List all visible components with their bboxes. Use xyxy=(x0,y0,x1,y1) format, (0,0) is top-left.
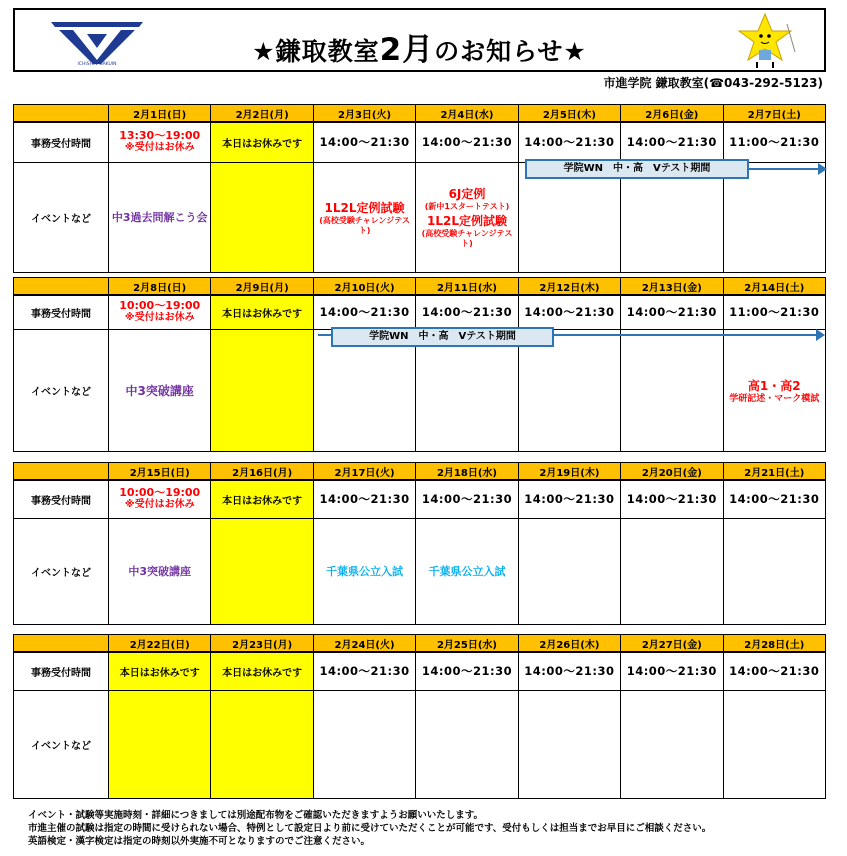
events-row xyxy=(14,518,826,624)
star-mascot-icon xyxy=(735,12,799,70)
date-cell: 2月13日(金) xyxy=(621,278,723,296)
hours-row xyxy=(14,295,826,329)
hours-cell: 14:00～21:30 xyxy=(518,480,620,518)
date-cell: 2月28日(土) xyxy=(723,635,825,653)
week-3-table xyxy=(13,462,826,625)
date-cell: 2月14日(土) xyxy=(723,278,825,296)
event-cell xyxy=(416,329,518,451)
event-cell: 中3突破講座 xyxy=(109,329,211,451)
hours-cell: 14:00～21:30 xyxy=(518,652,620,690)
event-cell: 中3突破講座 xyxy=(109,518,211,624)
corner-cell xyxy=(14,105,109,123)
svg-text:ICHISHIN GAKUIN: ICHISHIN GAKUIN xyxy=(77,62,117,66)
hours-cell: 14:00～21:30 xyxy=(723,480,825,518)
hours-cell: 10:00～19:00 ※受付はお休み xyxy=(109,295,211,329)
hours-cell: 10:00～19:00 ※受付はお休み xyxy=(109,480,211,518)
week-2-table xyxy=(13,277,826,452)
hours-label: 事務受付時間 xyxy=(14,652,109,690)
hours-cell: 14:00～21:30 xyxy=(518,122,620,162)
date-cell: 2月16日(月) xyxy=(211,463,313,481)
event-cell xyxy=(518,690,620,798)
hours-cell: 11:00～21:30 xyxy=(723,122,825,162)
note-line: 市進主催の試験は指定の時間に受けられない場合、特例として設定日より前に受けていただくことが可能です、受付もしくは担当までお早目にご相談ください。 xyxy=(28,823,712,834)
event-cell xyxy=(313,690,415,798)
week-1-table xyxy=(13,104,826,273)
week-4-table xyxy=(13,634,826,799)
footer-notes xyxy=(28,809,711,848)
hours-label: 事務受付時間 xyxy=(14,122,109,162)
event-cell xyxy=(723,518,825,624)
date-cell: 2月23日(月) xyxy=(211,635,313,653)
event-cell xyxy=(416,690,518,798)
hours-label: 事務受付時間 xyxy=(14,295,109,329)
events-row xyxy=(14,690,826,798)
date-cell: 2月21日(土) xyxy=(723,463,825,481)
event-cell: 1L2L定例試験 (高校受験チャレンジテスト) xyxy=(313,162,415,272)
events-label: イベントなど xyxy=(14,162,109,272)
date-header-row xyxy=(14,278,826,296)
hours-cell: 14:00～21:30 xyxy=(313,652,415,690)
date-cell: 2月9日(月) xyxy=(211,278,313,296)
page-title: ★鎌取教室2月のお知らせ★ xyxy=(252,32,587,68)
event-cell: 千葉県公立入試 xyxy=(416,518,518,624)
hours-cell: 14:00～21:30 xyxy=(416,480,518,518)
date-cell: 2月3日(火) xyxy=(313,105,415,123)
date-cell: 2月19日(木) xyxy=(518,463,620,481)
test-period-banner: 学院WN 中・高 Vテスト期間 xyxy=(525,159,749,179)
closed-cell: 本日はお休みです xyxy=(211,295,313,329)
date-cell: 2月20日(金) xyxy=(621,463,723,481)
hours-label: 事務受付時間 xyxy=(14,480,109,518)
date-cell: 2月15日(日) xyxy=(109,463,211,481)
date-cell: 2月2日(月) xyxy=(211,105,313,123)
hours-cell: 14:00～21:30 xyxy=(621,480,723,518)
closed-cell: 本日はお休みです xyxy=(211,652,313,690)
event-cell: 高1・高2 学研記述・マーク模試 xyxy=(723,329,825,451)
event-cell xyxy=(621,329,723,451)
date-cell: 2月25日(水) xyxy=(416,635,518,653)
closed-cell xyxy=(211,329,313,451)
hours-cell: 14:00～21:30 xyxy=(621,652,723,690)
test-period-banner: 学院WN 中・高 Vテスト期間 xyxy=(331,327,554,347)
date-cell: 2月11日(水) xyxy=(416,278,518,296)
hours-cell: 14:00～21:30 xyxy=(621,122,723,162)
date-cell: 2月24日(火) xyxy=(313,635,415,653)
test-period-arrow-line xyxy=(318,334,332,336)
corner-cell xyxy=(14,463,109,481)
note-line: 英語検定・漢字検定は指定の時刻以外実施不可となりますのでご注意ください。 xyxy=(28,836,371,847)
hours-cell: 14:00～21:30 xyxy=(518,295,620,329)
note-line: イベント・試験等実施時刻・詳細につきましては別途配布物をご確認いただきますようお願いいたします。 xyxy=(28,810,484,821)
closed-cell: 本日はお休みです xyxy=(211,480,313,518)
date-cell: 2月22日(日) xyxy=(109,635,211,653)
event-cell: 千葉県公立入試 xyxy=(313,518,415,624)
date-cell: 2月12日(木) xyxy=(518,278,620,296)
hours-row xyxy=(14,480,826,518)
date-cell: 2月7日(土) xyxy=(723,105,825,123)
date-cell: 2月17日(火) xyxy=(313,463,415,481)
corner-cell xyxy=(14,278,109,296)
event-cell xyxy=(518,518,620,624)
date-cell: 2月1日(日) xyxy=(109,105,211,123)
date-header-row xyxy=(14,635,826,653)
date-cell: 2月5日(木) xyxy=(518,105,620,123)
page-header xyxy=(13,8,826,72)
hours-row xyxy=(14,652,826,690)
hours-cell: 14:00～21:30 xyxy=(416,295,518,329)
event-cell xyxy=(313,329,415,451)
event-cell xyxy=(621,690,723,798)
date-cell: 2月10日(火) xyxy=(313,278,415,296)
hours-cell: 14:00～21:30 xyxy=(313,295,415,329)
contact-info: 市進学院 鎌取教室(☎043-292-5123) xyxy=(603,76,823,90)
hours-cell: 14:00～21:30 xyxy=(621,295,723,329)
hours-cell: 14:00～21:30 xyxy=(313,122,415,162)
events-label: イベントなど xyxy=(14,518,109,624)
closed-cell: 本日はお休みです xyxy=(211,122,313,162)
events-label: イベントなど xyxy=(14,690,109,798)
closed-cell xyxy=(109,690,211,798)
hours-cell: 14:00～21:30 xyxy=(313,480,415,518)
date-cell: 2月6日(金) xyxy=(621,105,723,123)
hours-cell: 13:30～19:00 ※受付はお休み xyxy=(109,122,211,162)
closed-cell xyxy=(211,690,313,798)
date-cell: 2月4日(水) xyxy=(416,105,518,123)
events-row xyxy=(14,329,826,451)
corner-cell xyxy=(14,635,109,653)
event-cell xyxy=(723,690,825,798)
closed-cell: 本日はお休みです xyxy=(109,652,211,690)
event-cell: 中3過去問解こう会 xyxy=(109,162,211,272)
event-cell: 6J定例 (新中1スタートテスト) 1L2L定例試験 (高校受験チャレンジテスト) xyxy=(416,162,518,272)
arrow-head-icon xyxy=(816,329,825,341)
events-label: イベントなど xyxy=(14,329,109,451)
hours-cell: 14:00～21:30 xyxy=(416,122,518,162)
hours-cell: 14:00～21:30 xyxy=(416,652,518,690)
hours-cell: 14:00～21:30 xyxy=(723,652,825,690)
hours-row xyxy=(14,122,826,162)
closed-cell xyxy=(211,162,313,272)
event-cell xyxy=(518,329,620,451)
date-cell: 2月26日(木) xyxy=(518,635,620,653)
date-cell: 2月18日(水) xyxy=(416,463,518,481)
test-period-arrow-line xyxy=(553,334,818,336)
date-cell: 2月8日(日) xyxy=(109,278,211,296)
date-cell: 2月27日(金) xyxy=(621,635,723,653)
arrow-head-icon xyxy=(818,163,827,175)
date-header-row xyxy=(14,463,826,481)
event-cell xyxy=(621,518,723,624)
test-period-arrow-line xyxy=(748,168,820,170)
date-header-row xyxy=(14,105,826,123)
closed-cell xyxy=(211,518,313,624)
hours-cell: 11:00～21:30 xyxy=(723,295,825,329)
